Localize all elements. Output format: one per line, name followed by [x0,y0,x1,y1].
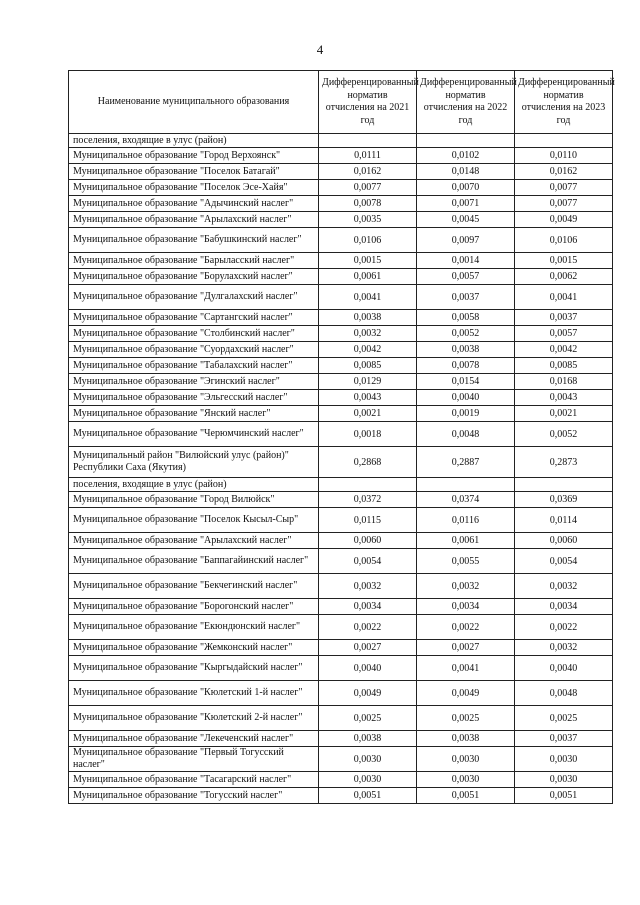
value-2023-cell: 0,0060 [515,533,613,549]
value-2021-cell: 0,0041 [319,285,417,310]
value-2023-cell: 0,0030 [515,772,613,788]
value-2023-cell: 0,0049 [515,212,613,228]
value-2023-cell: 0,2873 [515,447,613,478]
value-2022-cell [417,478,515,492]
value-2022-cell: 0,2887 [417,447,515,478]
value-2022-cell: 0,0374 [417,492,515,508]
value-2023-cell: 0,0015 [515,253,613,269]
table-row [69,492,613,508]
table-row [69,285,613,310]
value-2021-cell: 0,0038 [319,731,417,747]
value-2021-cell: 0,0025 [319,706,417,731]
value-2023-cell: 0,0043 [515,390,613,406]
table-row [69,374,613,390]
value-2021-cell: 0,0106 [319,228,417,253]
row-name-cell: Муниципальное образование "Бабушкинский наслег" [69,228,319,253]
value-2021-cell: 0,0111 [319,148,417,164]
value-2022-cell: 0,0070 [417,180,515,196]
row-name-cell: Муниципальное образование "Лекеченский наслег" [69,731,319,747]
value-2022-cell: 0,0019 [417,406,515,422]
header-2021: Дифференцированный норматив отчисления на 2021 год [319,71,417,134]
row-name-cell: Муниципальное образование "Кыргыдайский наслег" [69,656,319,681]
row-name-cell: Муниципальное образование "Первый Тогусский наслег" [69,747,319,772]
value-2022-cell: 0,0032 [417,574,515,599]
value-2023-cell: 0,0034 [515,599,613,615]
value-2021-cell: 0,0051 [319,788,417,804]
table-row [69,615,613,640]
header-2023: Дифференцированный норматив отчисления на 2023 год [515,71,613,134]
value-2021-cell: 0,0030 [319,747,417,772]
table-row [69,508,613,533]
row-name-cell: Муниципальное образование "Эльгесский наслег" [69,390,319,406]
value-2022-cell: 0,0116 [417,508,515,533]
header-2022: Дифференцированный норматив отчисления на 2022 год [417,71,515,134]
row-name-cell: Муниципальное образование "Арылахский наслег" [69,212,319,228]
row-name-cell: Муниципальное образование "Поселок Эсе-Хайя" [69,180,319,196]
row-name-cell: Муниципальное образование "Кюлетский 2-й наслег" [69,706,319,731]
row-name-cell: Муниципальное образование "Янский наслег" [69,406,319,422]
value-2023-cell: 0,0032 [515,640,613,656]
value-2023-cell: 0,0057 [515,326,613,342]
value-2022-cell: 0,0038 [417,342,515,358]
value-2022-cell: 0,0014 [417,253,515,269]
row-name-cell: Муниципальное образование "Арылахский наслег" [69,533,319,549]
value-2023-cell: 0,0030 [515,747,613,772]
value-2023-cell: 0,0037 [515,731,613,747]
value-2022-cell: 0,0027 [417,640,515,656]
table-row [69,681,613,706]
row-name-cell: Муниципальное образование "Борулахский наслег" [69,269,319,285]
row-name-cell: Муниципальное образование "Табалахский наслег" [69,358,319,374]
table-row [69,478,613,492]
table-row [69,148,613,164]
value-2023-cell: 0,0041 [515,285,613,310]
value-2021-cell: 0,2868 [319,447,417,478]
value-2022-cell: 0,0055 [417,549,515,574]
value-2021-cell [319,134,417,148]
value-2022-cell: 0,0148 [417,164,515,180]
value-2021-cell: 0,0022 [319,615,417,640]
value-2023-cell: 0,0062 [515,269,613,285]
value-2023-cell: 0,0051 [515,788,613,804]
row-name-cell: Муниципальное образование "Поселок Кысыл-Сыр" [69,508,319,533]
value-2021-cell: 0,0061 [319,269,417,285]
table-row [69,164,613,180]
value-2022-cell: 0,0037 [417,285,515,310]
row-name-cell: Муниципальное образование "Адычинский наслег" [69,196,319,212]
value-2022-cell: 0,0038 [417,731,515,747]
row-name-cell: Муниципальное образование "Бекчегинский наслег" [69,574,319,599]
value-2022-cell: 0,0097 [417,228,515,253]
value-2021-cell: 0,0035 [319,212,417,228]
value-2023-cell: 0,0032 [515,574,613,599]
value-2022-cell: 0,0071 [417,196,515,212]
row-name-cell: Муниципальное образование "Тогусский наслег" [69,788,319,804]
value-2023-cell: 0,0021 [515,406,613,422]
value-2021-cell [319,478,417,492]
page-number: 4 [316,42,324,57]
table-row [69,358,613,374]
value-2021-cell: 0,0032 [319,574,417,599]
table-row [69,574,613,599]
value-2023-cell: 0,0054 [515,549,613,574]
table-row [69,180,613,196]
row-name-cell: Муниципальное образование "Эгинский наслег" [69,374,319,390]
row-name-cell: Муниципальное образование "Черюмчинский наслег" [69,422,319,447]
value-2021-cell: 0,0078 [319,196,417,212]
table-row [69,533,613,549]
value-2021-cell: 0,0040 [319,656,417,681]
value-2021-cell: 0,0021 [319,406,417,422]
table-row [69,342,613,358]
table-row [69,253,613,269]
table-row [69,656,613,681]
row-name-cell: Муниципальное образование "Столбинский наслег" [69,326,319,342]
value-2021-cell: 0,0032 [319,326,417,342]
table-row [69,772,613,788]
table-row [69,390,613,406]
value-2023-cell: 0,0022 [515,615,613,640]
value-2022-cell: 0,0049 [417,681,515,706]
table-row [69,747,613,772]
value-2022-cell: 0,0061 [417,533,515,549]
value-2021-cell: 0,0018 [319,422,417,447]
row-name-cell: Муниципальное образование "Баппагайинский наслег" [69,549,319,574]
value-2021-cell: 0,0054 [319,549,417,574]
header-row [69,71,613,134]
value-2023-cell: 0,0052 [515,422,613,447]
table-row [69,196,613,212]
value-2021-cell: 0,0027 [319,640,417,656]
value-2022-cell [417,134,515,148]
value-2022-cell: 0,0154 [417,374,515,390]
value-2022-cell: 0,0041 [417,656,515,681]
value-2022-cell: 0,0058 [417,310,515,326]
value-2023-cell: 0,0114 [515,508,613,533]
value-2022-cell: 0,0022 [417,615,515,640]
value-2021-cell: 0,0060 [319,533,417,549]
row-name-cell: поселения, входящие в улус (район) [69,134,319,148]
value-2021-cell: 0,0030 [319,772,417,788]
row-name-cell: Муниципальное образование "Суордахский наслег" [69,342,319,358]
value-2023-cell: 0,0106 [515,228,613,253]
table-row [69,731,613,747]
table-row [69,706,613,731]
value-2022-cell: 0,0025 [417,706,515,731]
table-row [69,326,613,342]
value-2023-cell: 0,0048 [515,681,613,706]
value-2021-cell: 0,0042 [319,342,417,358]
value-2022-cell: 0,0040 [417,390,515,406]
value-2022-cell: 0,0045 [417,212,515,228]
value-2021-cell: 0,0077 [319,180,417,196]
table-row [69,212,613,228]
table-row [69,134,613,148]
value-2021-cell: 0,0049 [319,681,417,706]
row-name-cell: Муниципальное образование "Жемконский наслег" [69,640,319,656]
value-2021-cell: 0,0372 [319,492,417,508]
value-2021-cell: 0,0085 [319,358,417,374]
value-2022-cell: 0,0051 [417,788,515,804]
value-2022-cell: 0,0048 [417,422,515,447]
value-2021-cell: 0,0115 [319,508,417,533]
row-name-cell: Муниципальное образование "Тасагарский наслег" [69,772,319,788]
row-name-cell: Муниципальное образование "Город Верхоянск" [69,148,319,164]
row-name-cell: поселения, входящие в улус (район) [69,478,319,492]
table-row [69,406,613,422]
table-row [69,422,613,447]
value-2023-cell: 0,0085 [515,358,613,374]
value-2022-cell: 0,0102 [417,148,515,164]
value-2021-cell: 0,0043 [319,390,417,406]
table-row [69,447,613,478]
value-2023-cell [515,134,613,148]
header-name: Наименование муниципального образования [69,71,319,134]
table-row [69,640,613,656]
row-name-cell: Муниципальный район "Вилюйский улус (район)" Республики Саха (Якутия) [69,447,319,478]
row-name-cell: Муниципальное образование "Поселок Батагай" [69,164,319,180]
value-2021-cell: 0,0015 [319,253,417,269]
value-2022-cell: 0,0052 [417,326,515,342]
row-name-cell: Муниципальное образование "Дулгалахский наслег" [69,285,319,310]
value-2023-cell: 0,0168 [515,374,613,390]
value-2023-cell: 0,0162 [515,164,613,180]
norms-table [68,70,613,804]
value-2023-cell: 0,0042 [515,342,613,358]
value-2023-cell [515,478,613,492]
row-name-cell: Муниципальное образование "Сартангский наслег" [69,310,319,326]
value-2021-cell: 0,0034 [319,599,417,615]
row-name-cell: Муниципальное образование "Барыласский наслег" [69,253,319,269]
row-name-cell: Муниципальное образование "Борогонский наслег" [69,599,319,615]
value-2023-cell: 0,0110 [515,148,613,164]
table-row [69,228,613,253]
value-2022-cell: 0,0030 [417,772,515,788]
table-row [69,310,613,326]
value-2021-cell: 0,0038 [319,310,417,326]
value-2023-cell: 0,0077 [515,180,613,196]
value-2021-cell: 0,0162 [319,164,417,180]
value-2022-cell: 0,0034 [417,599,515,615]
table-row [69,549,613,574]
table-row [69,599,613,615]
value-2022-cell: 0,0057 [417,269,515,285]
value-2023-cell: 0,0369 [515,492,613,508]
table-row [69,788,613,804]
value-2022-cell: 0,0030 [417,747,515,772]
value-2023-cell: 0,0077 [515,196,613,212]
value-2021-cell: 0,0129 [319,374,417,390]
value-2023-cell: 0,0025 [515,706,613,731]
value-2023-cell: 0,0040 [515,656,613,681]
value-2022-cell: 0,0078 [417,358,515,374]
row-name-cell: Муниципальное образование "Кюлетский 1-й наслег" [69,681,319,706]
row-name-cell: Муниципальное образование "Екюндюнский наслег" [69,615,319,640]
row-name-cell: Муниципальное образование "Город Вилюйск" [69,492,319,508]
value-2023-cell: 0,0037 [515,310,613,326]
table-row [69,269,613,285]
